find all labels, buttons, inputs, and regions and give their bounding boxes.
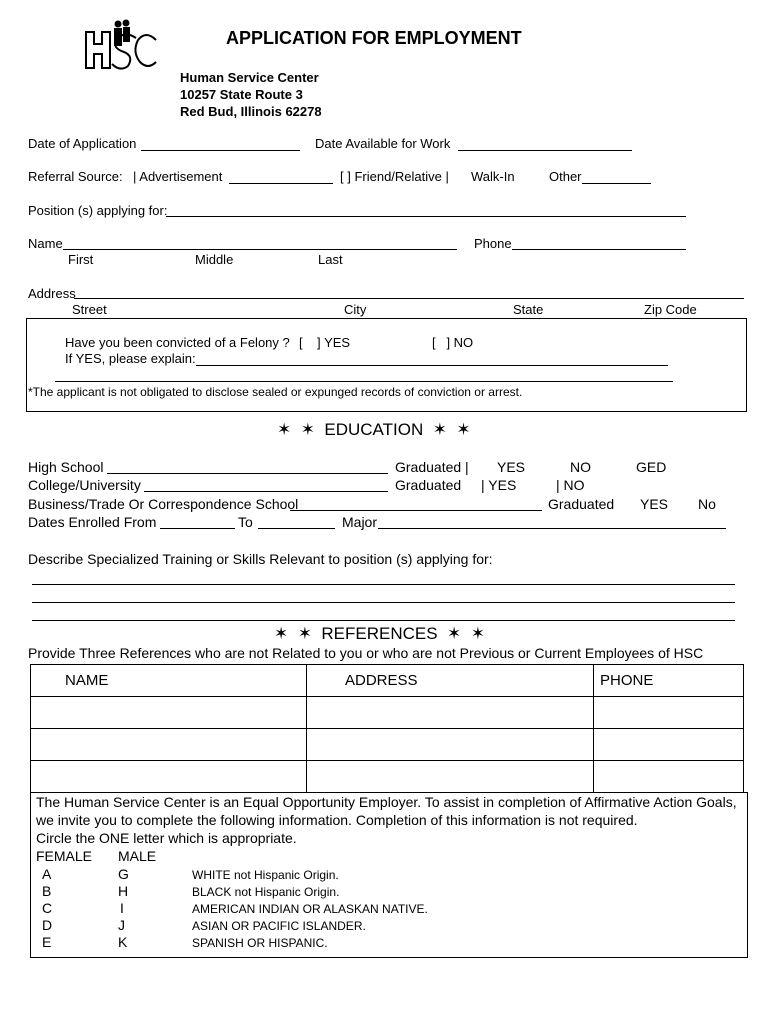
star-icon: ✶ ✶	[432, 420, 471, 439]
hsc-logo	[80, 18, 160, 82]
education-heading: ✶ ✶ EDUCATION ✶ ✶	[277, 420, 471, 439]
female-option-a[interactable]: A	[42, 866, 52, 882]
hs-yes-option[interactable]: YES	[497, 459, 526, 475]
male-option-i[interactable]: I	[120, 900, 124, 916]
male-option-j[interactable]: J	[118, 917, 125, 933]
middle-label: Middle	[195, 252, 234, 267]
female-option-e[interactable]: E	[42, 934, 52, 950]
training-field-3[interactable]	[32, 620, 735, 621]
advertisement-checkbox[interactable]: | Advertisement	[133, 169, 223, 184]
city-label: City	[344, 302, 367, 317]
ethnicity-desc: BLACK not Hispanic Origin.	[192, 885, 340, 899]
zip-code-label: Zip Code	[644, 302, 697, 317]
state-label: State	[513, 302, 544, 317]
references-instruction: Provide Three References who are not Related to you or who are not Previous or Current Employees of HSC	[28, 645, 704, 661]
eeo-line-1: The Human Service Center is an Equal Opportunity Employer. To assist in completion of Affirmative Action Goals,	[36, 794, 737, 810]
felony-disclaimer: *The applicant is not obligated to disclose sealed or expunged records of conviction or arrest.	[28, 385, 523, 399]
star-icon: ✶ ✶	[274, 624, 312, 643]
street-label: Street	[72, 302, 107, 317]
major-label: Major	[342, 514, 378, 530]
position-field[interactable]	[166, 216, 686, 217]
advertisement-label: Advertisement	[139, 169, 223, 184]
reference-address-cell[interactable]	[307, 761, 594, 793]
male-option-g[interactable]: G	[118, 866, 129, 882]
page-title: APPLICATION FOR EMPLOYMENT	[226, 28, 522, 48]
references-table	[30, 664, 744, 793]
logo-text: HSC	[80, 18, 83, 19]
business-no-option[interactable]: No	[698, 496, 716, 512]
reference-name-cell[interactable]	[31, 761, 307, 793]
reference-name-cell[interactable]	[31, 697, 307, 729]
eeo-line-2: we invite you to complete the following information. Completion of this information is not required.	[36, 812, 638, 828]
college-graduated-label: Graduated	[395, 477, 462, 493]
org-name: Human Service Center	[180, 70, 319, 85]
column-header-address: ADDRESS	[307, 665, 594, 697]
male-header: MALE	[118, 848, 157, 864]
felony-yes-label: YES	[324, 335, 351, 350]
column-header-name: NAME	[31, 665, 307, 697]
advertisement-field[interactable]	[229, 183, 333, 184]
female-header: FEMALE	[36, 848, 93, 864]
major-field[interactable]	[378, 528, 726, 529]
address-field[interactable]	[74, 298, 744, 299]
felony-explain-field-2[interactable]	[55, 381, 673, 382]
ethnicity-desc: AMERICAN INDIAN OR ALASKAN NATIVE.	[192, 902, 428, 916]
table-header-row	[31, 665, 744, 697]
date-of-application-label: Date of Application	[28, 136, 137, 151]
reference-phone-cell[interactable]	[594, 729, 744, 761]
business-yes-option[interactable]: YES	[640, 496, 669, 512]
name-label: Name	[28, 236, 63, 251]
references-heading: ✶ ✶ REFERENCES ✶ ✶	[274, 624, 485, 643]
org-address-line1: 10257 State Route 3	[180, 87, 303, 102]
reference-phone-cell[interactable]	[594, 761, 744, 793]
felony-explain-label: If YES, please explain:	[65, 351, 196, 366]
business-school-label: Business/Trade Or Correspondence School	[28, 496, 299, 512]
female-option-c[interactable]: C	[42, 900, 53, 916]
eeo-line-3: Circle the ONE letter which is appropriate.	[36, 830, 297, 846]
business-school-field[interactable]	[290, 510, 542, 511]
college-label: College/University	[28, 477, 141, 493]
college-yes-option[interactable]: | YES	[481, 477, 517, 493]
reference-phone-cell[interactable]	[594, 697, 744, 729]
reference-address-cell[interactable]	[307, 729, 594, 761]
ethnicity-desc: SPANISH OR HISPANIC.	[192, 936, 328, 950]
hs-no-option[interactable]: NO	[570, 459, 591, 475]
last-label: Last	[318, 252, 343, 267]
college-field[interactable]	[144, 491, 388, 492]
felony-explain-field[interactable]	[196, 365, 668, 366]
address-label: Address	[28, 286, 76, 301]
dates-enrolled-label: Dates Enrolled From	[28, 514, 157, 530]
reference-name-cell[interactable]	[31, 729, 307, 761]
reference-address-cell[interactable]	[307, 697, 594, 729]
training-field-2[interactable]	[32, 602, 735, 603]
felony-no-checkbox[interactable]: [ ] NO	[432, 335, 474, 350]
male-option-h[interactable]: H	[118, 883, 129, 899]
hs-ged-option[interactable]: GED	[636, 459, 667, 475]
high-school-label: High School	[28, 459, 104, 475]
table-row	[31, 729, 744, 761]
referral-source-label: Referral Source:	[28, 169, 123, 184]
describe-training-label: Describe Specialized Training or Skills Relevant to position (s) applying for:	[28, 551, 493, 567]
male-option-k[interactable]: K	[118, 934, 128, 950]
female-option-b[interactable]: B	[42, 883, 52, 899]
felony-no-label: NO	[453, 335, 474, 350]
dates-from-field[interactable]	[160, 528, 235, 529]
to-label: To	[238, 514, 253, 530]
ethnicity-desc: ASIAN OR PACIFIC ISLANDER.	[192, 919, 366, 933]
female-option-d[interactable]: D	[42, 917, 53, 933]
felony-yes-checkbox[interactable]: [ ] YES	[299, 335, 351, 350]
walk-in-label[interactable]: Walk-In	[471, 169, 515, 184]
other-label[interactable]: Other	[549, 169, 582, 184]
column-header-phone: PHONE	[594, 665, 744, 697]
name-field[interactable]	[63, 249, 457, 250]
org-address-line2: Red Bud, Illinois 62278	[180, 104, 322, 119]
felony-question: Have you been convicted of a Felony ?	[65, 335, 290, 350]
date-of-application-field[interactable]	[141, 150, 300, 151]
star-icon: ✶ ✶	[277, 420, 315, 439]
high-school-field[interactable]	[107, 473, 388, 474]
ethnicity-desc: WHITE not Hispanic Origin.	[192, 868, 339, 882]
business-graduated-label: Graduated	[548, 496, 615, 512]
friend-relative-checkbox[interactable]: [ ] Friend/Relative |	[340, 169, 449, 184]
hs-graduated-label: Graduated |	[395, 459, 469, 475]
position-label: Position (s) applying for:	[28, 203, 168, 218]
college-no-option[interactable]: | NO	[556, 477, 585, 493]
phone-label: Phone	[474, 236, 512, 251]
dates-to-field[interactable]	[258, 528, 335, 529]
training-field-1[interactable]	[32, 584, 735, 585]
date-available-field[interactable]	[458, 150, 632, 151]
table-row	[31, 697, 744, 729]
date-available-label: Date Available for Work	[315, 136, 451, 151]
first-label: First	[68, 252, 94, 267]
phone-field[interactable]	[512, 249, 686, 250]
friend-relative-label: Friend/Relative	[354, 169, 442, 184]
table-row	[31, 761, 744, 793]
other-field[interactable]	[582, 183, 651, 184]
star-icon: ✶ ✶	[447, 624, 485, 643]
